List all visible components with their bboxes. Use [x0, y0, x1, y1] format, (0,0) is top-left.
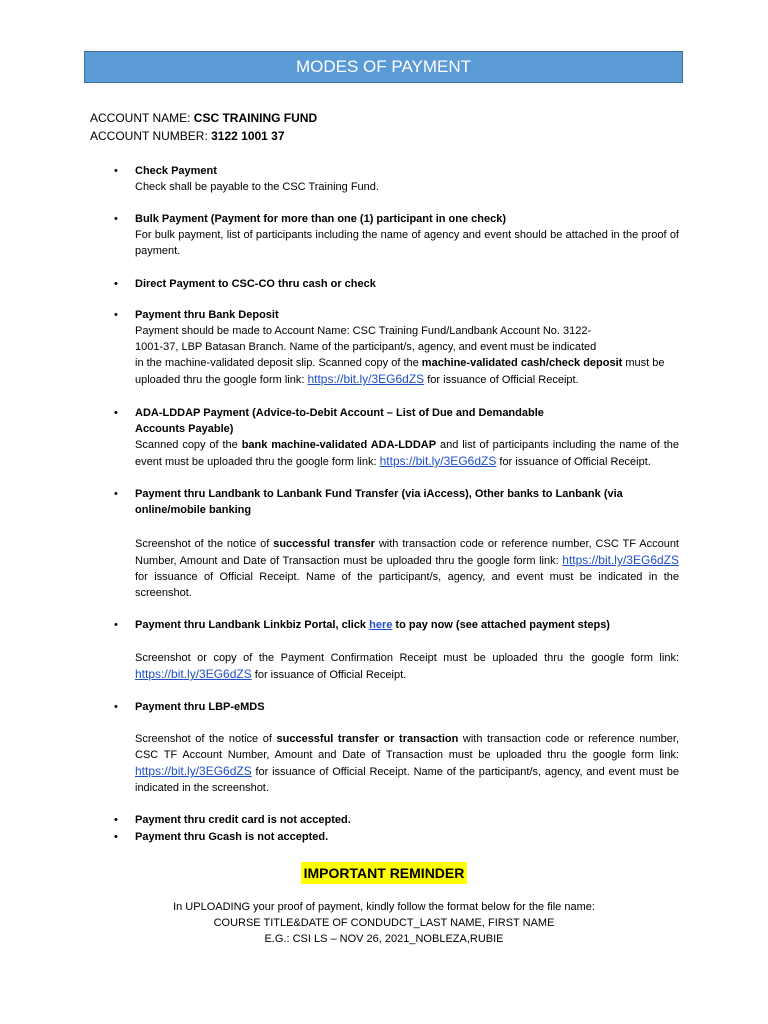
google-form-link[interactable]: https://bit.ly/3EG6dZS: [307, 372, 425, 386]
reminder-line3: E.G.: CSI LS – NOV 26, 2021_NOBLEZA,RUBIE: [264, 933, 504, 945]
lbp-emds-text: Screenshot of the notice of successful transfer or transaction with transaction code or reference number, CSC TF Account Number, Amount and Date of Transaction must be uploaded thru the google form link: https://bit.ly/3EG6dZS for issuance of Official Receipt. Name of the participant/s, agency, and event must be indicated in the screenshot.: [135, 733, 679, 794]
bank-deposit-line4: uploaded thru the google form link: https://bit.ly/3EG6dZS for issuance of Official Receipt.: [135, 372, 579, 386]
google-form-link[interactable]: https://bit.ly/3EG6dZS: [135, 667, 252, 681]
list-item-landbank-transfer: [114, 486, 679, 601]
bullet-icon: •: [114, 165, 118, 177]
bullet-icon: •: [114, 213, 118, 225]
bullet-icon: •: [114, 488, 118, 500]
account-name-label: ACCOUNT NAME:: [90, 111, 194, 125]
list-item-gcash: [114, 829, 679, 845]
reminder-line1: In UPLOADING your proof of payment, kindly follow the format below for the file name:: [173, 901, 595, 913]
bank-deposit-line3: in the machine-validated deposit slip. Scanned copy of the machine-validated cash/check deposit must be: [135, 357, 665, 369]
list-item-bank-deposit: [114, 307, 679, 388]
bank-deposit-heading: Payment thru Bank Deposit: [135, 309, 279, 321]
lbp-emds-heading: Payment thru LBP-eMDS: [135, 701, 265, 713]
list-item-ada-lddap: [114, 405, 679, 470]
account-name-value: CSC TRAINING FUND: [193, 111, 318, 125]
bank-deposit-line1: Payment should be made to Account Name: CSC Training Fund/Landbank Account No. 3122-: [135, 325, 592, 337]
bullet-icon: •: [114, 407, 118, 419]
account-number-value: 3122 1001 37: [211, 129, 285, 143]
direct-payment-heading: Direct Payment to CSC-CO thru cash or check: [135, 278, 376, 290]
bank-deposit-line2: 1001-37, LBP Batasan Branch. Name of the participant/s, agency, and event must be indicated: [135, 341, 597, 353]
linkbiz-text: Screenshot or copy of the Payment Confirmation Receipt must be uploaded thru the google form link: https://bit.ly/3EG6dZS for issuance of Official Receipt.: [135, 652, 679, 681]
bullet-icon: •: [114, 619, 118, 631]
gcash-text: Payment thru Gcash is not accepted.: [135, 831, 329, 843]
bullet-icon: •: [114, 701, 118, 713]
page-title: MODES OF PAYMENT: [84, 51, 683, 83]
bullet-icon: •: [114, 814, 118, 826]
bullet-icon: •: [114, 831, 118, 843]
ada-lddap-heading: ADA-LDDAP Payment (Advice-to-Debit Account – List of Due and Demandable Accounts Payable): [135, 407, 544, 435]
list-item-bulk-payment: [114, 211, 679, 259]
reminder-line2: COURSE TITLE&DATE OF CONDUDCT_LAST NAME, FIRST NAME: [213, 917, 555, 929]
bulk-payment-heading: Bulk Payment (Payment for more than one (1) participant in one check): [135, 213, 507, 225]
landbank-transfer-text: Screenshot of the notice of successful transfer with transaction code or reference number, CSC TF Account Number, Amount and Date of Transaction must be uploaded thru the google form link: https://bit.ly/3EG6dZS for issuance of Official Receipt. Name of the participant/s, agency, and event must be indicated in the screenshot.: [135, 538, 679, 599]
list-item-lbp-emds: [114, 699, 679, 796]
landbank-transfer-heading: Payment thru Landbank to Lanbank Fund Transfer (via iAccess), Other banks to Lanbank (via online/mobile banking: [135, 488, 623, 516]
account-number-label: ACCOUNT NUMBER:: [90, 129, 212, 143]
linkbiz-heading: Payment thru Landbank Linkbiz Portal, click here to pay now (see attached payment steps): [135, 619, 610, 631]
reminder-text: [0, 899, 768, 947]
google-form-link[interactable]: https://bit.ly/3EG6dZS: [562, 553, 679, 567]
bullet-icon: •: [114, 309, 118, 321]
check-payment-heading: Check Payment: [135, 165, 217, 177]
list-item-linkbiz: [114, 617, 679, 683]
reminder-heading-wrap: [0, 862, 768, 884]
account-number-line: [90, 128, 285, 145]
ada-lddap-text: Scanned copy of the bank machine-validated ADA-LDDAP and list of participants including the name of the event must be uploaded thru the google form link: https://bit.ly/3EG6dZS for issuance of Official Receipt.: [135, 439, 679, 468]
here-link[interactable]: here: [369, 619, 393, 631]
credit-card-text: Payment thru credit card is not accepted.: [135, 814, 351, 826]
bulk-payment-text: For bulk payment, list of participants including the name of agency and event should be attached in the proof of payment.: [135, 229, 679, 257]
google-form-link[interactable]: https://bit.ly/3EG6dZS: [135, 764, 252, 778]
google-form-link[interactable]: https://bit.ly/3EG6dZS: [379, 454, 497, 468]
bullet-icon: •: [114, 278, 118, 290]
important-reminder-heading: IMPORTANT REMINDER: [301, 862, 468, 884]
list-item-check-payment: [114, 163, 679, 195]
list-item-credit-card: [114, 812, 679, 828]
check-payment-text: Check shall be payable to the CSC Training Fund.: [135, 181, 379, 193]
list-item-direct-payment: [114, 276, 679, 292]
account-name-line: [90, 110, 317, 127]
